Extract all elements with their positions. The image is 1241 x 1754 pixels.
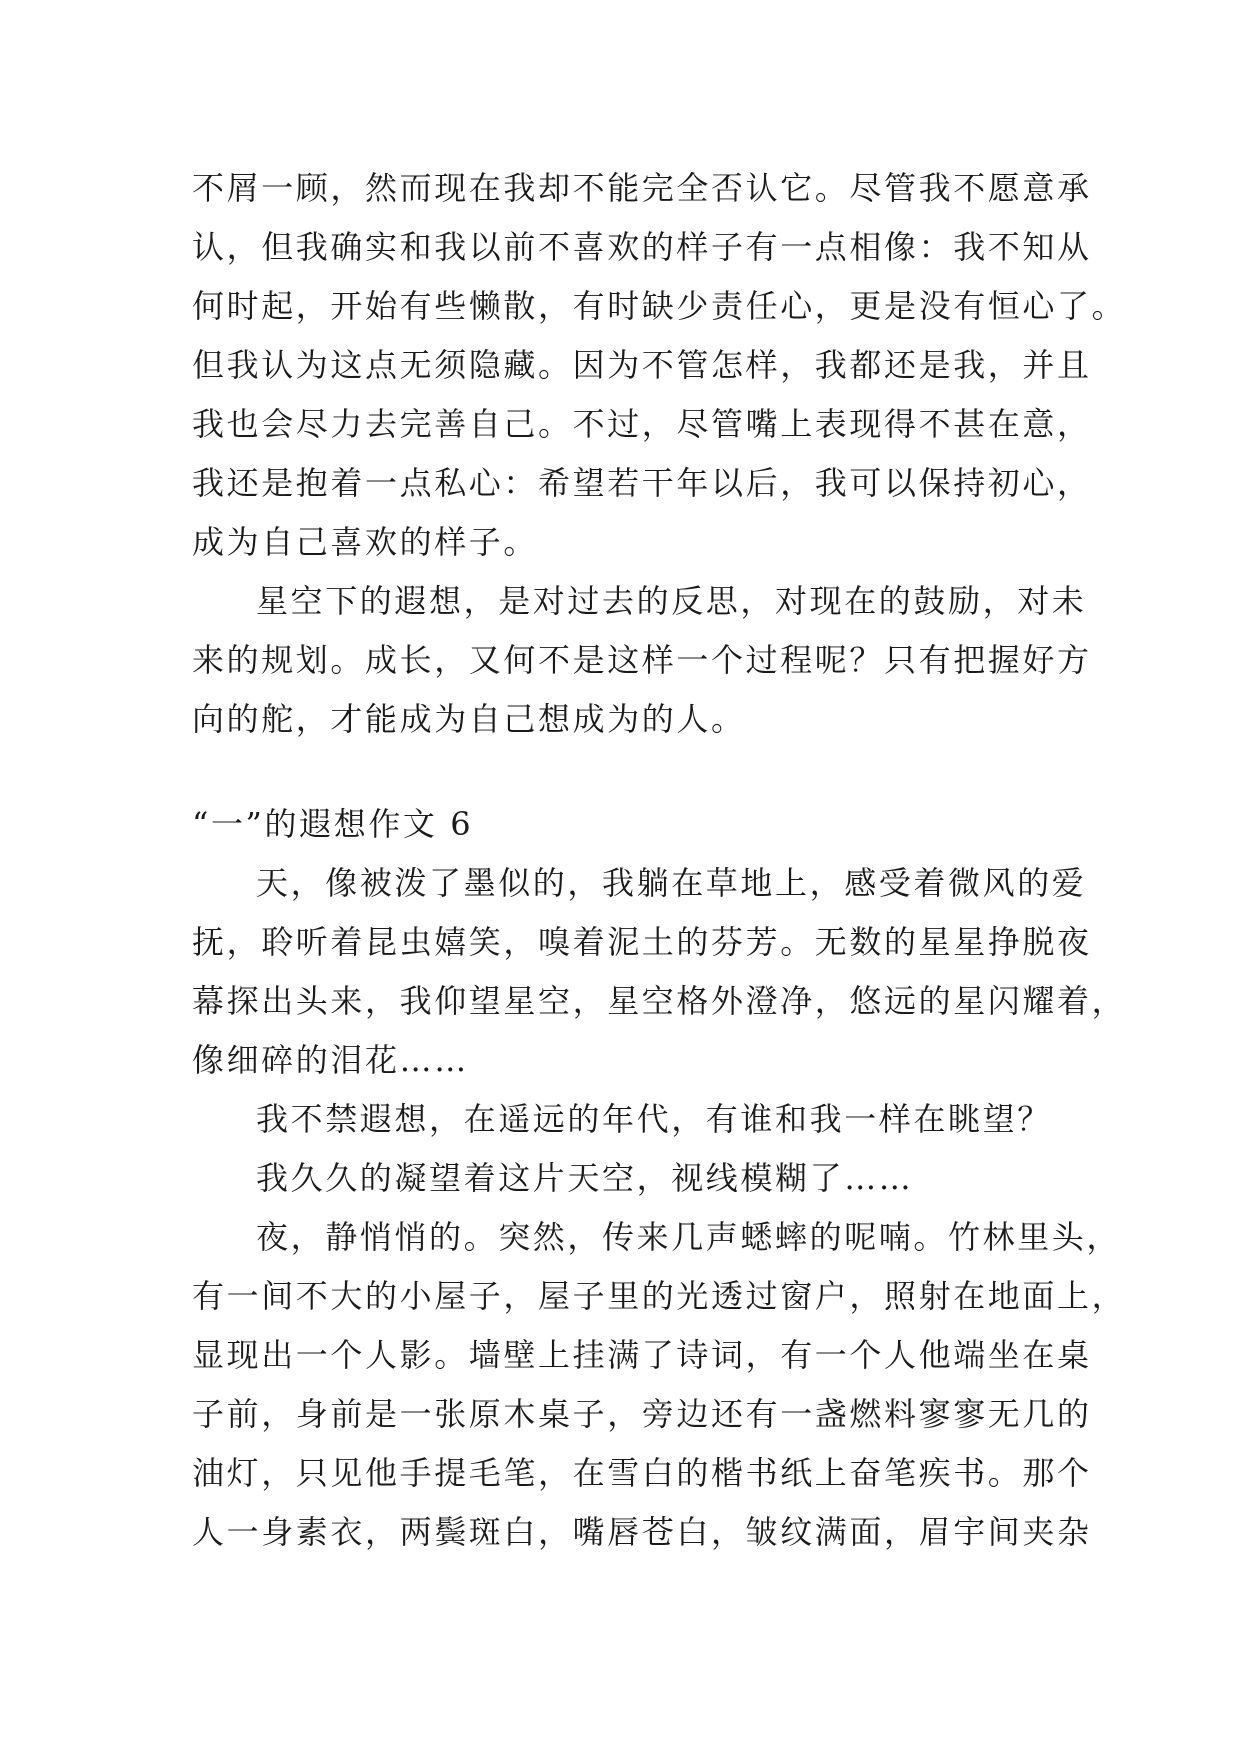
text-line: 天，像被泼了墨似的，我躺在草地上，感受着微风的爱 <box>256 864 1087 902</box>
text-line: 夜，静悄悄的。突然，传来几声蟋蟀的呢喃。竹林里头， <box>256 1218 1122 1256</box>
text-line: 不屑一顾，然而现在我却不能完全否认它。尽管我不愿意承 <box>192 169 1092 207</box>
text-line: 我不禁遐想，在遥远的年代，有谁和我一样在眺望？ <box>256 1100 1052 1138</box>
text-line: 来的规划。成长，又何不是这样一个过程呢？只有把握好方 <box>192 641 1092 679</box>
text-line: 像细碎的泪花…… <box>192 1041 469 1079</box>
text-line: 何时起，开始有些懒散，有时缺少责任心，更是没有恒心了。 <box>192 287 1127 325</box>
text-line: 成为自己喜欢的样子。 <box>192 523 539 561</box>
text-line: 子前，身前是一张原木桌子，旁边还有一盏燃料寥寥无几的 <box>192 1395 1092 1433</box>
text-line: 油灯，只见他手提毛笔，在雪白的楷书纸上奋笔疾书。那个 <box>192 1454 1092 1492</box>
text-line: 但我认为这点无须隐藏。因为不管怎样，我都还是我，并且 <box>192 346 1092 384</box>
text-line: 我还是抱着一点私心：希望若干年以后，我可以保持初心， <box>192 464 1092 502</box>
text-line: 我也会尽力去完善自己。不过，尽管嘴上表现得不甚在意， <box>192 405 1092 443</box>
section-title: “一”的遐想作文 6 <box>192 805 474 843</box>
text-line: 向的舵，才能成为自己想成为的人。 <box>192 700 746 738</box>
text-line: 星空下的遐想，是对过去的反思，对现在的鼓励，对未 <box>256 582 1087 620</box>
text-line: 显现出一个人影。墙壁上挂满了诗词，有一个人他端坐在桌 <box>192 1336 1092 1374</box>
text-line: 我久久的凝望着这片天空，视线模糊了…… <box>256 1159 914 1197</box>
text-line: 有一间不大的小屋子，屋子里的光透过窗户，照射在地面上， <box>192 1277 1127 1315</box>
text-line: 抚，聆听着昆虫嬉笑，嗅着泥土的芬芳。无数的星星挣脱夜 <box>192 923 1092 961</box>
text-line: 认，但我确实和我以前不喜欢的样子有一点相像：我不知从 <box>192 228 1092 266</box>
text-line: 人一身素衣，两鬓斑白，嘴唇苍白，皱纹满面，眉宇间夹杂 <box>192 1513 1092 1551</box>
text-line: 幕探出头来，我仰望星空，星空格外澄净，悠远的星闪耀着， <box>192 982 1127 1020</box>
